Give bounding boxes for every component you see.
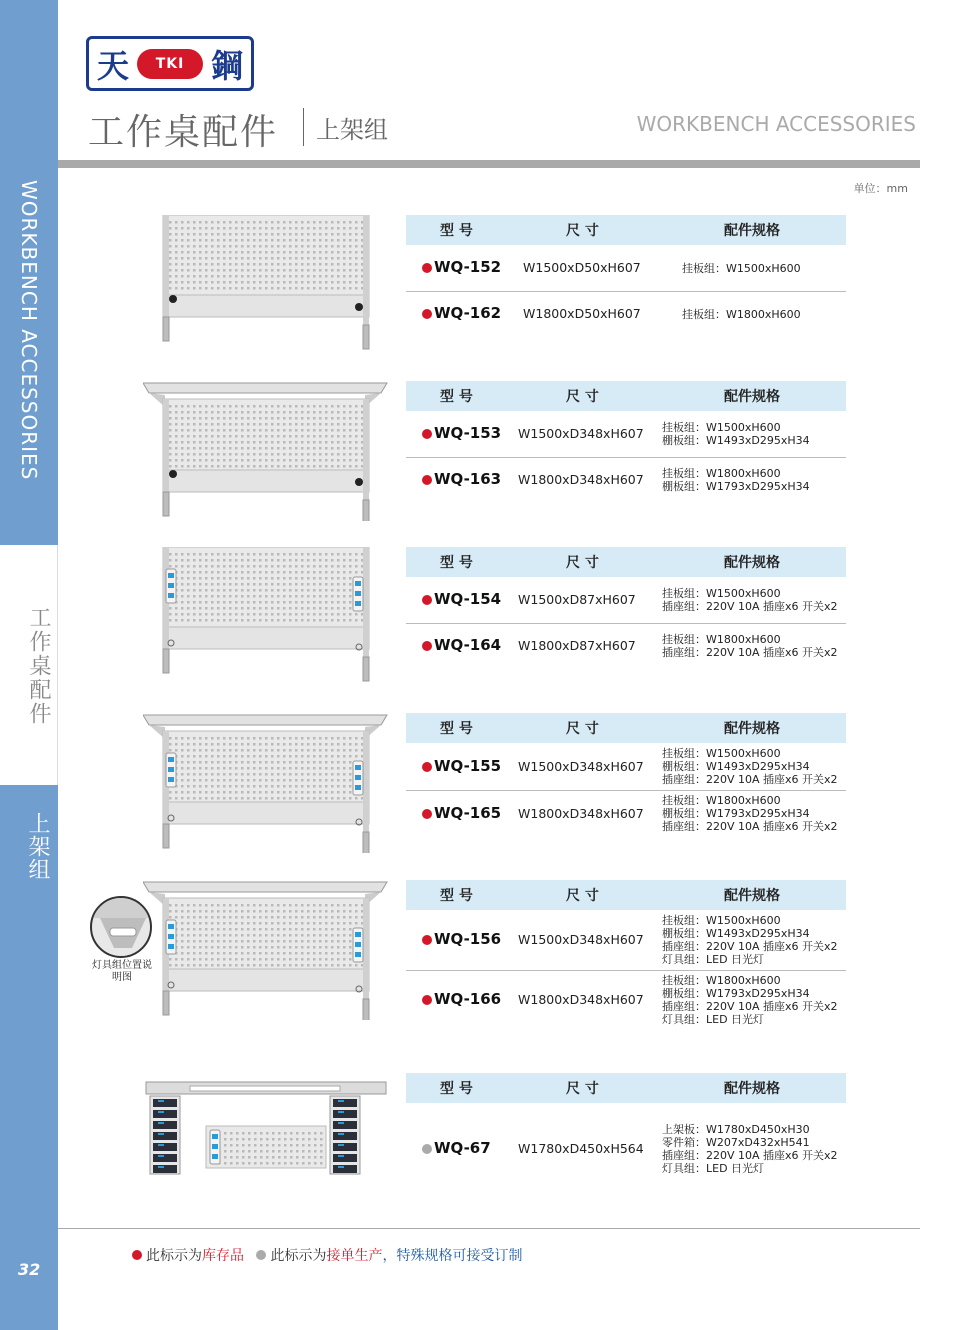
title-divider (303, 108, 304, 146)
spec-table-header (406, 215, 846, 245)
product-illustration (143, 215, 393, 359)
model-number: WQ-154 (434, 590, 502, 608)
model-number: WQ-153 (434, 424, 502, 442)
logo-left-char: 天 (97, 46, 130, 85)
spec-table-header (406, 1073, 846, 1103)
spec-line: 上架板：W1780xD450xH30 (662, 1123, 810, 1136)
unit-note: 单位：mm (853, 182, 908, 195)
legend-custom: ，特殊规格可接受订制 (382, 1248, 523, 1264)
callout-caption: 灯具组位置说明图 (92, 960, 152, 983)
col-model: 型 号 (440, 888, 473, 904)
spec-line: 棚板组：W1793xD295xH34 (662, 807, 810, 820)
legend-stock: 库存品 (202, 1248, 244, 1264)
stock-dot-icon (422, 762, 432, 772)
product-illustration (144, 1078, 394, 1182)
spec-table-header (406, 381, 846, 411)
spec-line: 挂板组：W1800xH600 (662, 794, 781, 807)
product-illustration (143, 547, 393, 691)
model-number: WQ-67 (434, 1139, 491, 1157)
lamp-position-callout-icon (90, 896, 152, 958)
model-number: WQ-165 (434, 803, 502, 822)
legend-a1: 此标示为 (146, 1248, 202, 1264)
spec-table (406, 381, 846, 503)
stock-dot-icon (422, 641, 432, 651)
model-number: WQ-156 (434, 930, 502, 948)
stock-dot-icon (422, 595, 432, 605)
stock-dot-icon (422, 309, 432, 319)
logo-right-char: 鋼 (210, 46, 243, 85)
spec-line: 挂板组：W1500xH600 (662, 914, 781, 927)
col-spec: 配件规格 (724, 888, 780, 904)
spec-line: 挂板组：W1500xH600 (682, 261, 801, 275)
spec-line: 挂板组：W1500xH600 (662, 421, 781, 434)
product-illustration (143, 381, 393, 525)
sidebar-sub-label: 上架组 (25, 812, 50, 881)
stock-dot-icon (422, 935, 432, 945)
col-model: 型 号 (440, 223, 473, 239)
spec-line: 棚板组：W1493xD295xH34 (662, 434, 810, 447)
stock-dot-icon (422, 475, 432, 485)
col-size: 尺 寸 (566, 721, 599, 737)
model-number: WQ-164 (434, 636, 502, 654)
model-number: WQ-155 (434, 756, 502, 775)
spec-line: 插座组：220V 10A 插座x6 开关x2 (662, 940, 838, 953)
spec-line: 灯具组：LED 日光灯 (662, 953, 765, 966)
stock-dot-icon (132, 1250, 142, 1260)
dimension: W1500xD348xH607 (518, 426, 644, 441)
legend (132, 1245, 522, 1265)
spec-line: 插座组：220V 10A 插座x6 开关x2 (662, 820, 838, 833)
spec-table-header (406, 547, 846, 577)
page-subtitle: 上架组 (316, 116, 388, 144)
model-number: WQ-166 (434, 990, 502, 1008)
spec-line: 挂板组：W1800xH600 (662, 974, 781, 987)
col-size: 尺 寸 (566, 888, 599, 904)
order-dot-icon (422, 1144, 432, 1154)
spec-line: 棚板组：W1493xD295xH34 (662, 760, 810, 773)
spec-line: 棚板组：W1793xD295xH34 (662, 480, 810, 493)
col-size: 尺 寸 (566, 223, 599, 239)
spec-line: 灯具组：LED 日光灯 (662, 1013, 765, 1026)
sidebar-en-label: WORKBENCH ACCESSORIES (17, 180, 41, 481)
spec-line: 插座组：220V 10A 插座x6 开关x2 (662, 773, 838, 786)
page-title: 工作桌配件 (88, 112, 279, 153)
dimension: W1800xD50xH607 (523, 306, 641, 321)
stock-dot-icon (422, 995, 432, 1005)
legend-order: 接单生产 (326, 1248, 383, 1264)
spec-table (406, 547, 846, 669)
model-number: WQ-152 (434, 258, 502, 276)
spec-table-header (406, 713, 846, 743)
spec-table (406, 215, 846, 337)
dimension: W1800xD348xH607 (518, 805, 644, 821)
spec-line: 插座组：220V 10A 插座x6 开关x2 (662, 1000, 838, 1013)
spec-line: 挂板组：W1800xH600 (662, 467, 781, 480)
spec-table (406, 880, 846, 1030)
dimension: W1800xD87xH607 (518, 638, 636, 653)
page-title-en: WORKBENCH ACCESSORIES (636, 112, 916, 136)
spec-table (406, 1073, 846, 1195)
col-model: 型 号 (440, 555, 473, 571)
dimension: W1780xD450xH564 (518, 1141, 644, 1156)
spec-line: 棚板组：W1793xD295xH34 (662, 987, 810, 1000)
col-size: 尺 寸 (566, 555, 599, 571)
product-illustration (143, 880, 393, 1024)
spec-line: 零件箱：W207xD432xH541 (662, 1136, 810, 1149)
col-spec: 配件规格 (724, 389, 780, 405)
logo-mark: TKI (137, 49, 203, 79)
spec-line: 插座组：220V 10A 插座x6 开关x2 (662, 1149, 838, 1162)
col-spec: 配件规格 (724, 555, 780, 571)
col-model: 型 号 (440, 721, 473, 737)
dimension: W1800xD348xH607 (518, 472, 644, 487)
col-spec: 配件规格 (724, 223, 780, 239)
spec-line: 插座组：220V 10A 插座x6 开关x2 (662, 646, 838, 659)
spec-line: 棚板组：W1493xD295xH34 (662, 927, 810, 940)
footer-rule (58, 1228, 920, 1229)
spec-line: 挂板组：W1500xH600 (662, 747, 781, 760)
header-rule (58, 160, 920, 168)
col-spec: 配件规格 (724, 1081, 780, 1097)
stock-dot-icon (422, 809, 432, 819)
col-spec: 配件规格 (724, 721, 780, 737)
dimension: W1500xD348xH607 (518, 932, 644, 947)
sidebar-category-label: 工作桌配件 (26, 606, 51, 726)
model-number: WQ-163 (434, 470, 502, 488)
dimension: W1800xD348xH607 (518, 992, 644, 1007)
brand-logo (86, 36, 254, 91)
spec-line: 灯具组：LED 日光灯 (662, 1162, 765, 1175)
product-illustration (143, 713, 393, 857)
spec-table-header (406, 880, 846, 910)
spec-line: 挂板组：W1500xH600 (662, 587, 781, 600)
order-dot-icon (256, 1250, 266, 1260)
col-model: 型 号 (440, 1081, 473, 1097)
dimension: W1500xD87xH607 (518, 592, 636, 607)
model-number: WQ-162 (434, 304, 502, 322)
page-number: 32 (18, 1260, 41, 1279)
col-size: 尺 寸 (566, 389, 599, 405)
col-size: 尺 寸 (566, 1081, 599, 1097)
spec-line: 挂板组：W1800xH600 (682, 307, 801, 321)
dimension: W1500xD348xH607 (518, 758, 644, 774)
stock-dot-icon (422, 429, 432, 439)
spec-line: 插座组：220V 10A 插座x6 开关x2 (662, 600, 838, 613)
dimension: W1500xD50xH607 (523, 260, 641, 275)
spec-table (406, 713, 846, 837)
col-model: 型 号 (440, 389, 473, 405)
stock-dot-icon (422, 263, 432, 273)
spec-line: 挂板组：W1800xH600 (662, 633, 781, 646)
legend-b1: 此标示为 (270, 1248, 327, 1264)
